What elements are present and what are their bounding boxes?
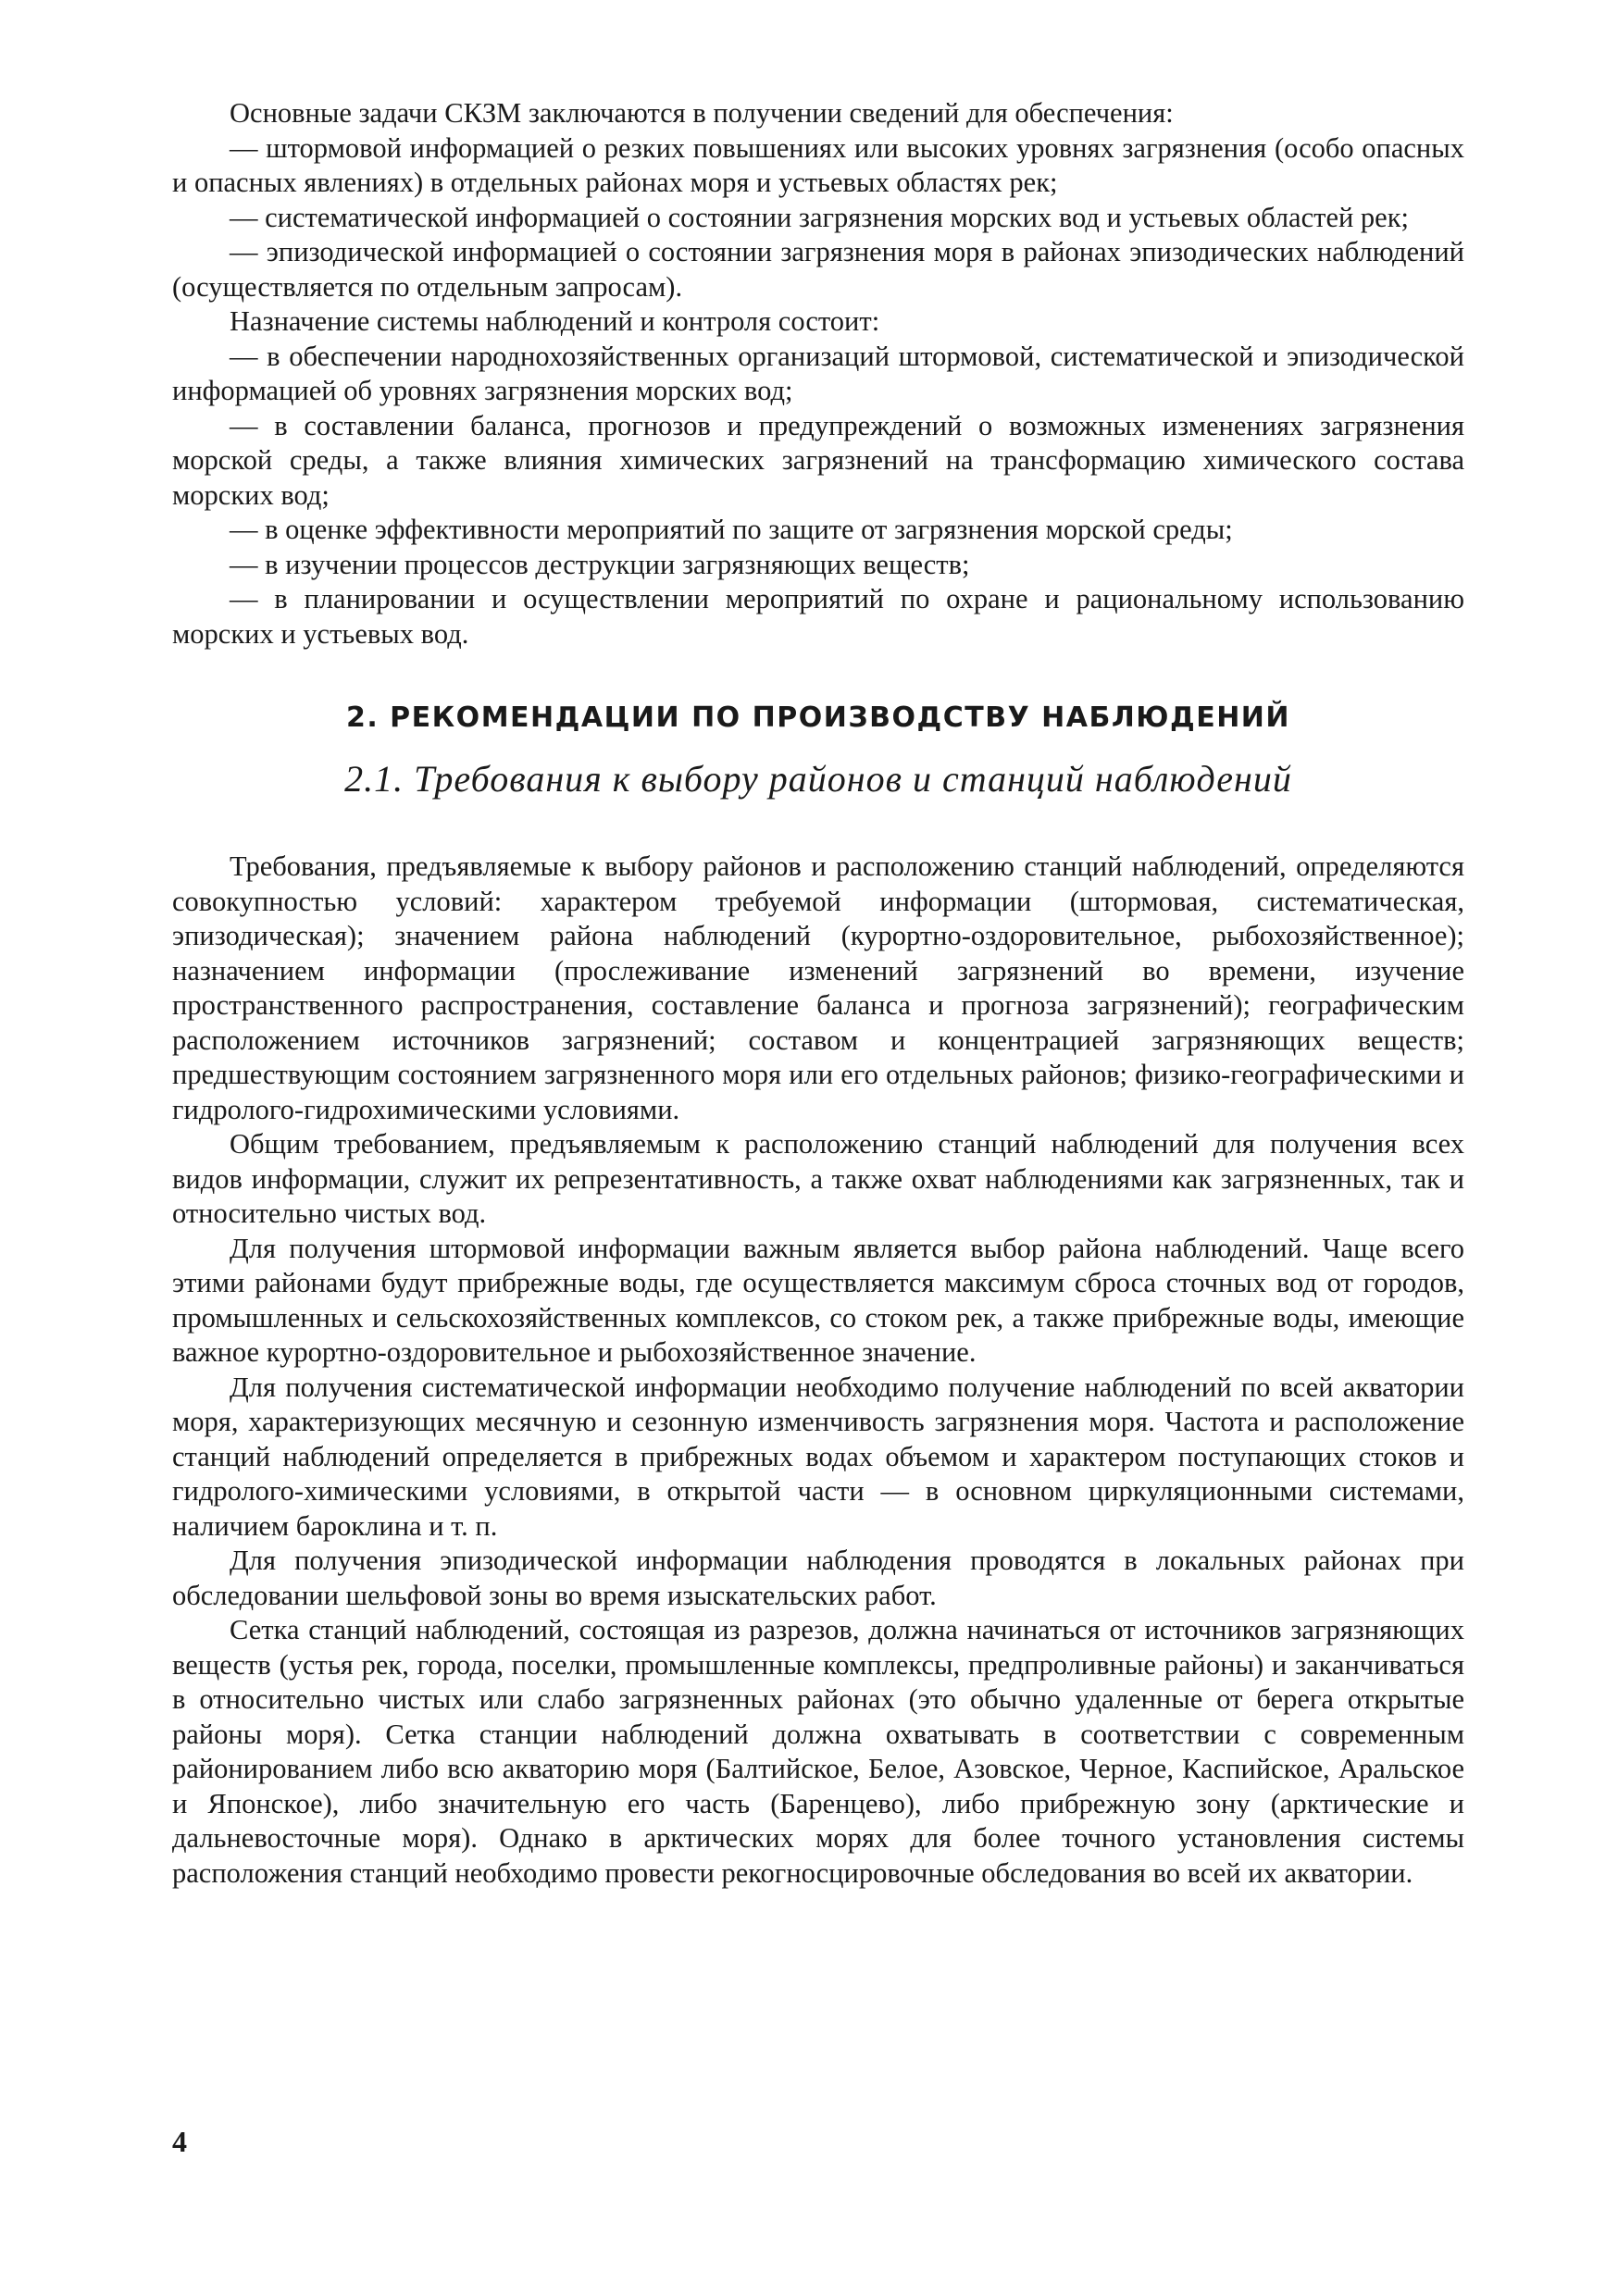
intro-item-storm: — штормовой информацией о резких повышениях или высоких уровнях загрязнения (особо опасных и опасных явлениях) в отдельных районах моря и устьевых областях рек; bbox=[172, 131, 1464, 198]
intro-lead: Основные задачи СКЗМ заключаются в получении сведений для обеспечения: bbox=[230, 97, 1174, 129]
body-paragraph-6: Сетка станций наблюдений, состоящая из разрезов, должна начинаться от источников загрязняющих веществ (устья рек, города, поселки, промышленные комплексы, предпроливные районы) и заканчиваться в относительно чистых или слабо загрязненных районах (это обычно удаленные от берега открытые районы моря). Сетка станции наблюдений должна охватывать в соответствии с современным районированием либо всю акваторию моря (Балтийское, Белое, Азовское, Черное, Каспийское, Аральское и Японское), либо значительную его часть (Баренцево), либо прибрежную зону (арктические и дальневосточные моря). Однако в арктических морях для более точного установления системы расположения станций необходимо провести рекогносцировочные обследования во всей их акватории. bbox=[172, 1614, 1464, 1889]
purpose-item-3: — в оценке эффективности мероприятий по защите от загрязнения морской среды; bbox=[230, 514, 1233, 545]
page-number: 4 bbox=[172, 2125, 187, 2158]
body-paragraph-1: Требования, предъявляемые к выбору районов и расположению станций наблюдений, определяются совокупностью условий: характером требуемой информации (штормовая, систематическая, эпизодическая); значением района наблюдений (курортно-оздоровительное, рыбохозяйственное); назначением информации (прослеживание изменений загрязнений во времени, изучение пространственного распространения, составление баланса и прогноза загрязнений); географическим расположением источников загрязнений; составом и концентрацией загрязняющих веществ; предшествующим состоянием загрязненного моря или его отдельных районов; физико-географическими и гидролого-гидрохимическими условиями. bbox=[172, 850, 1464, 1125]
purpose-lead: Назначение системы наблюдений и контроля состоит: bbox=[230, 305, 880, 337]
page-text-block bbox=[172, 96, 1464, 1891]
intro-item-systematic: — систематической информацией о состоянии загрязнения морских вод и устьевых областей рек; bbox=[230, 201, 1410, 233]
body-paragraph-3: Для получения штормовой информации важным является выбор района наблюдений. Чаще всего этими районами будут прибрежные воды, где осуществляется максимум сброса сточных вод от городов, промышленных и сельскохозяйственных комплексов, со стоком рек, а также прибрежные воды, имеющие важное курортно-оздоровительное и рыбохозяйственное значение. bbox=[172, 1232, 1464, 1368]
body-paragraph-5: Для получения эпизодической информации наблюдения проводятся в локальных районах при обследовании шельфовой зоны во время изыскательских работ. bbox=[172, 1545, 1464, 1611]
purpose-item-2: — в составлении баланса, прогнозов и предупреждений о возможных изменениях загрязнения морской среды, а также влияния химических загрязнений на трансформацию химического состава морских вод; bbox=[172, 409, 1464, 511]
body-paragraph-4: Для получения систематической информации необходимо получение наблюдений по всей акватории моря, характеризующих месячную и сезонную изменчивость загрязнения моря. Частота и расположение станций наблюдений определяется в прибрежных водах объемом и характером поступающих стоков и гидролого-химическими условиями, в открытой части — в основном циркуляционными системами, наличием бароклина и т. п. bbox=[172, 1371, 1464, 1542]
purpose-item-4: — в изучении процессов деструкции загрязняющих веществ; bbox=[230, 548, 970, 580]
subsection-heading: 2.1. Требования к выбору районов и станций наблюдений bbox=[344, 758, 1292, 800]
purpose-item-5: — в планировании и осуществлении мероприятий по охране и рациональному использованию морских и устьевых вод. bbox=[172, 583, 1464, 650]
body-paragraph-2: Общим требованием, предъявляемым к расположению станций наблюдений для получения всех видов информации, служит их репрезентативность, а также охват наблюдениями как загрязненных, так и относительно чистых вод. bbox=[172, 1128, 1464, 1229]
section-heading: 2. РЕКОМЕНДАЦИИ ПО ПРОИЗВОДСТВУ НАБЛЮДЕНИЙ bbox=[345, 701, 1291, 734]
intro-item-episodic: — эпизодической информацией о состоянии загрязнения моря в районах эпизодических наблюдений (осуществляется по отдельным запросам). bbox=[172, 236, 1464, 303]
purpose-item-1: — в обеспечении народнохозяйственных организаций штормовой, систематической и эпизодической информацией об уровнях загрязнения морских вод; bbox=[172, 340, 1464, 406]
